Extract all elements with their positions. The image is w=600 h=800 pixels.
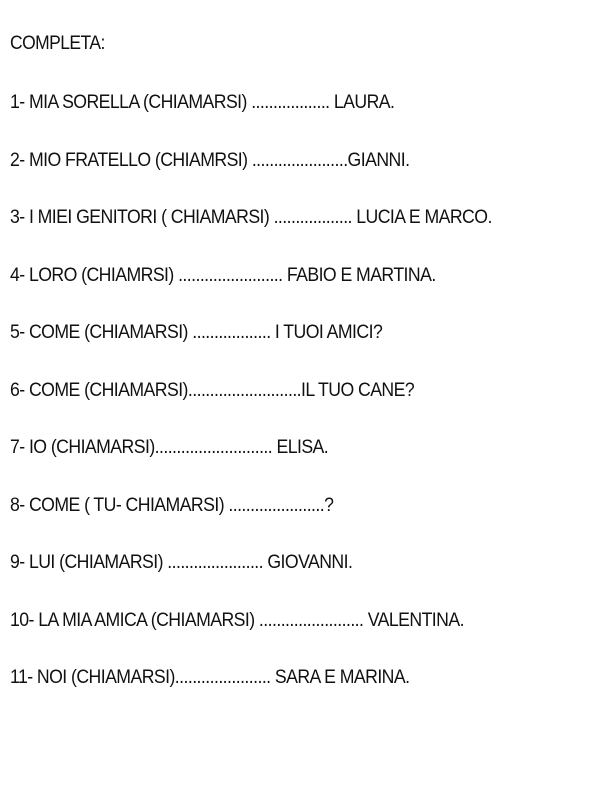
exercise-item-3: 3- I MIEI GENITORI ( CHIAMARSI) .................. LUCIA E MARCO.: [10, 207, 492, 228]
worksheet-title: COMPLETA:: [10, 33, 105, 54]
exercise-item-2: 2- MIO FRATELLO (CHIAMRSI) ......................GIANNI.: [10, 150, 410, 171]
exercise-item-7: 7- IO (CHIAMARSI)........................... ELISA.: [10, 437, 329, 458]
exercise-item-4: 4- LORO (CHIAMRSI) ........................ FABIO E MARTINA.: [10, 265, 436, 286]
exercise-item-5: 5- COME (CHIAMARSI) .................. I TUOI AMICI?: [10, 322, 383, 343]
exercise-item-1: 1- MIA SORELLA (CHIAMARSI) .................. LAURA.: [10, 92, 395, 113]
exercise-item-9: 9- LUI (CHIAMARSI) ...................... GIOVANNI.: [10, 552, 353, 573]
exercise-item-8: 8- COME ( TU- CHIAMARSI) ......................?: [10, 495, 334, 516]
exercise-item-6: 6- COME (CHIAMARSI)..........................IL TUO CANE?: [10, 380, 415, 401]
exercise-item-10: 10- LA MIA AMICA (CHIAMARSI) ........................ VALENTINA.: [10, 610, 464, 631]
exercise-item-11: 11- NOI (CHIAMARSI)...................... SARA E MARINA.: [10, 667, 410, 688]
